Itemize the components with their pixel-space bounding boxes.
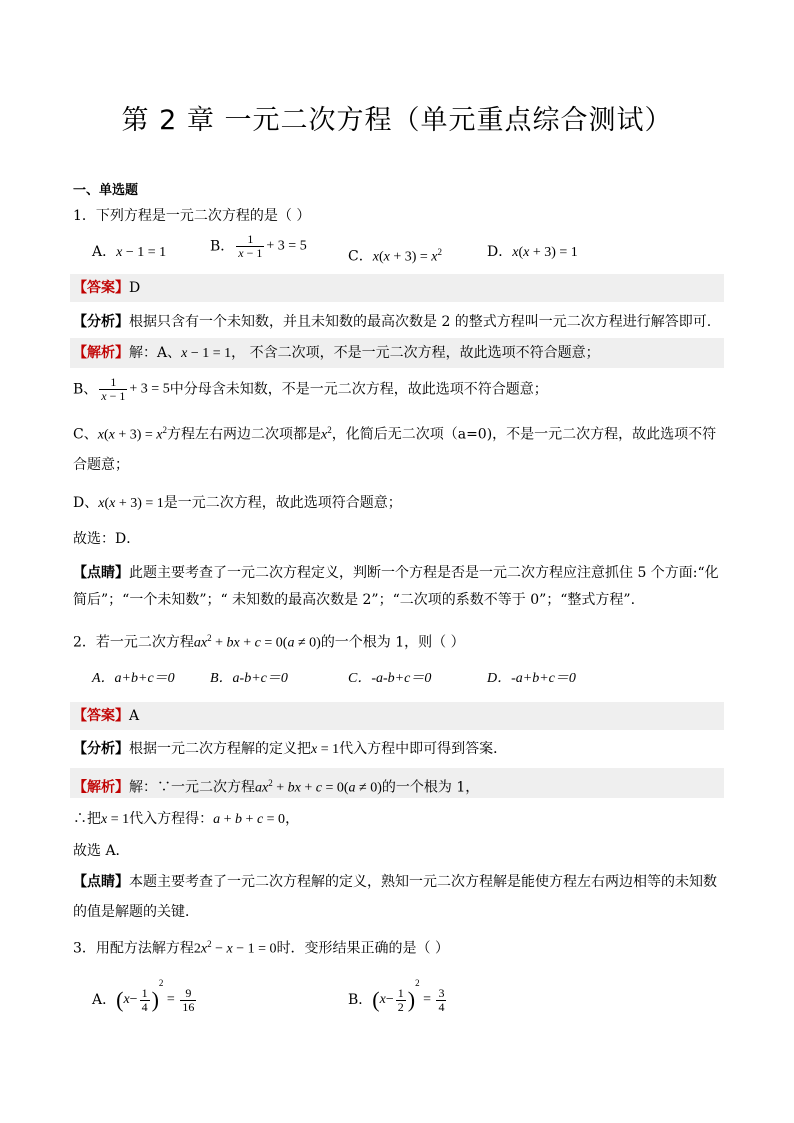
q1-comment-cont: 简后”；“一个未知数”；“ 未知数的最高次数是 2”；“二次项的系数不等于 0”；“整式方程”. [73, 592, 636, 608]
q1-solution-d: D、x(x + 3) = 1是一元二次方程，故此选项符合题意； [73, 495, 402, 511]
q2-comment: 【点睛】本题主要考查了一元二次方程解的定义，熟知一元二次方程解是能使方程左右两边相等的未知数 [73, 874, 717, 890]
q1-analysis: 【分析】根据只含有一个未知数，并且未知数的最高次数是 2 的整式方程叫一元二次方程进行解答即可. [73, 314, 712, 330]
q1-option-c: C．$x(x + 3) = x^2$ [348, 247, 442, 265]
q2-solution: 【解析】解：∵一元二次方程$ax^2$ + bx + c = 0(a ≠ 0)的一个根为 1， [73, 778, 480, 796]
q1-stem: 1．下列方程是一元二次方程的是（ ） [73, 208, 311, 224]
q3-option-b: B．(x− $\frac{1}{2}$ )$^2$ = $\frac{3}{4}$ [348, 978, 445, 1014]
q1-answer: 【答案】D [73, 280, 141, 296]
q1-comment: 【点睛】此题主要考查了一元二次方程定义，判断一个方程是否是一元二次方程应注意抓住 5 个方面:“化 [73, 565, 719, 581]
q2-option-b: B．a-b+c＝0 [210, 671, 288, 686]
q1-option-d: D．x(x + 3) = 1 [487, 244, 578, 260]
q2-comment-cont: 的值是解题的关键． [73, 904, 199, 920]
q1-solution-c-cont: 合题意； [73, 457, 129, 473]
q1-option-b: B． $\frac{1}{x - 1}$ + 3 = 5 [210, 232, 307, 260]
q2-solution-2: ∴把x = 1代入方程得：a + b + c = 0， [73, 811, 300, 827]
section-heading: 一、单选题 [73, 183, 139, 198]
q2-option-c: C．-a-b+c＝0 [348, 671, 432, 686]
q2-option-d: D．-a+b+c＝0 [487, 671, 576, 686]
q1-solution-c: C、$x(x + 3) = x^2$方程左右两边二次项都是$x^2$，化简后无二次项（a=0)，不是一元二次方程，故此选项不符 [73, 425, 717, 443]
q1-solution-a: 【解析】解：A、x − 1 = 1， 不含二次项，不是一元二次方程，故此选项不符合题意； [73, 345, 600, 361]
q1-option-a: A．x − 1 = 1 [92, 244, 167, 260]
q2-stem: 2．若一元二次方程$ax^2$ + bx + c = 0(a ≠ 0)的一个根为 1，则（ ） [73, 633, 465, 651]
q2-option-a: A．a+b+c＝0 [92, 671, 175, 686]
q3-stem: 3．用配方法解方程$2x^2 - x - 1 = 0$时．变形结果正确的是（ ） [73, 939, 450, 957]
page-title: 第 2 章 一元二次方程（单元重点综合测试） [121, 105, 673, 136]
q2-analysis: 【分析】根据一元二次方程解的定义把x = 1代入方程中即可得到答案． [73, 741, 508, 757]
q1-choice: 故选：D． [73, 531, 141, 547]
q2-answer: 【答案】A [73, 708, 140, 724]
q3-option-a: A．(x− $\frac{1}{4}$ )$^2$ = $\frac{9}{16}$ [92, 978, 195, 1014]
q1-solution-b: B、 $\frac{1}{x - 1}$ + 3 = 5中分母含未知数，不是一元二次方程，故此选项不符合题意； [73, 375, 548, 403]
q2-choice: 故选 A． [73, 843, 130, 859]
